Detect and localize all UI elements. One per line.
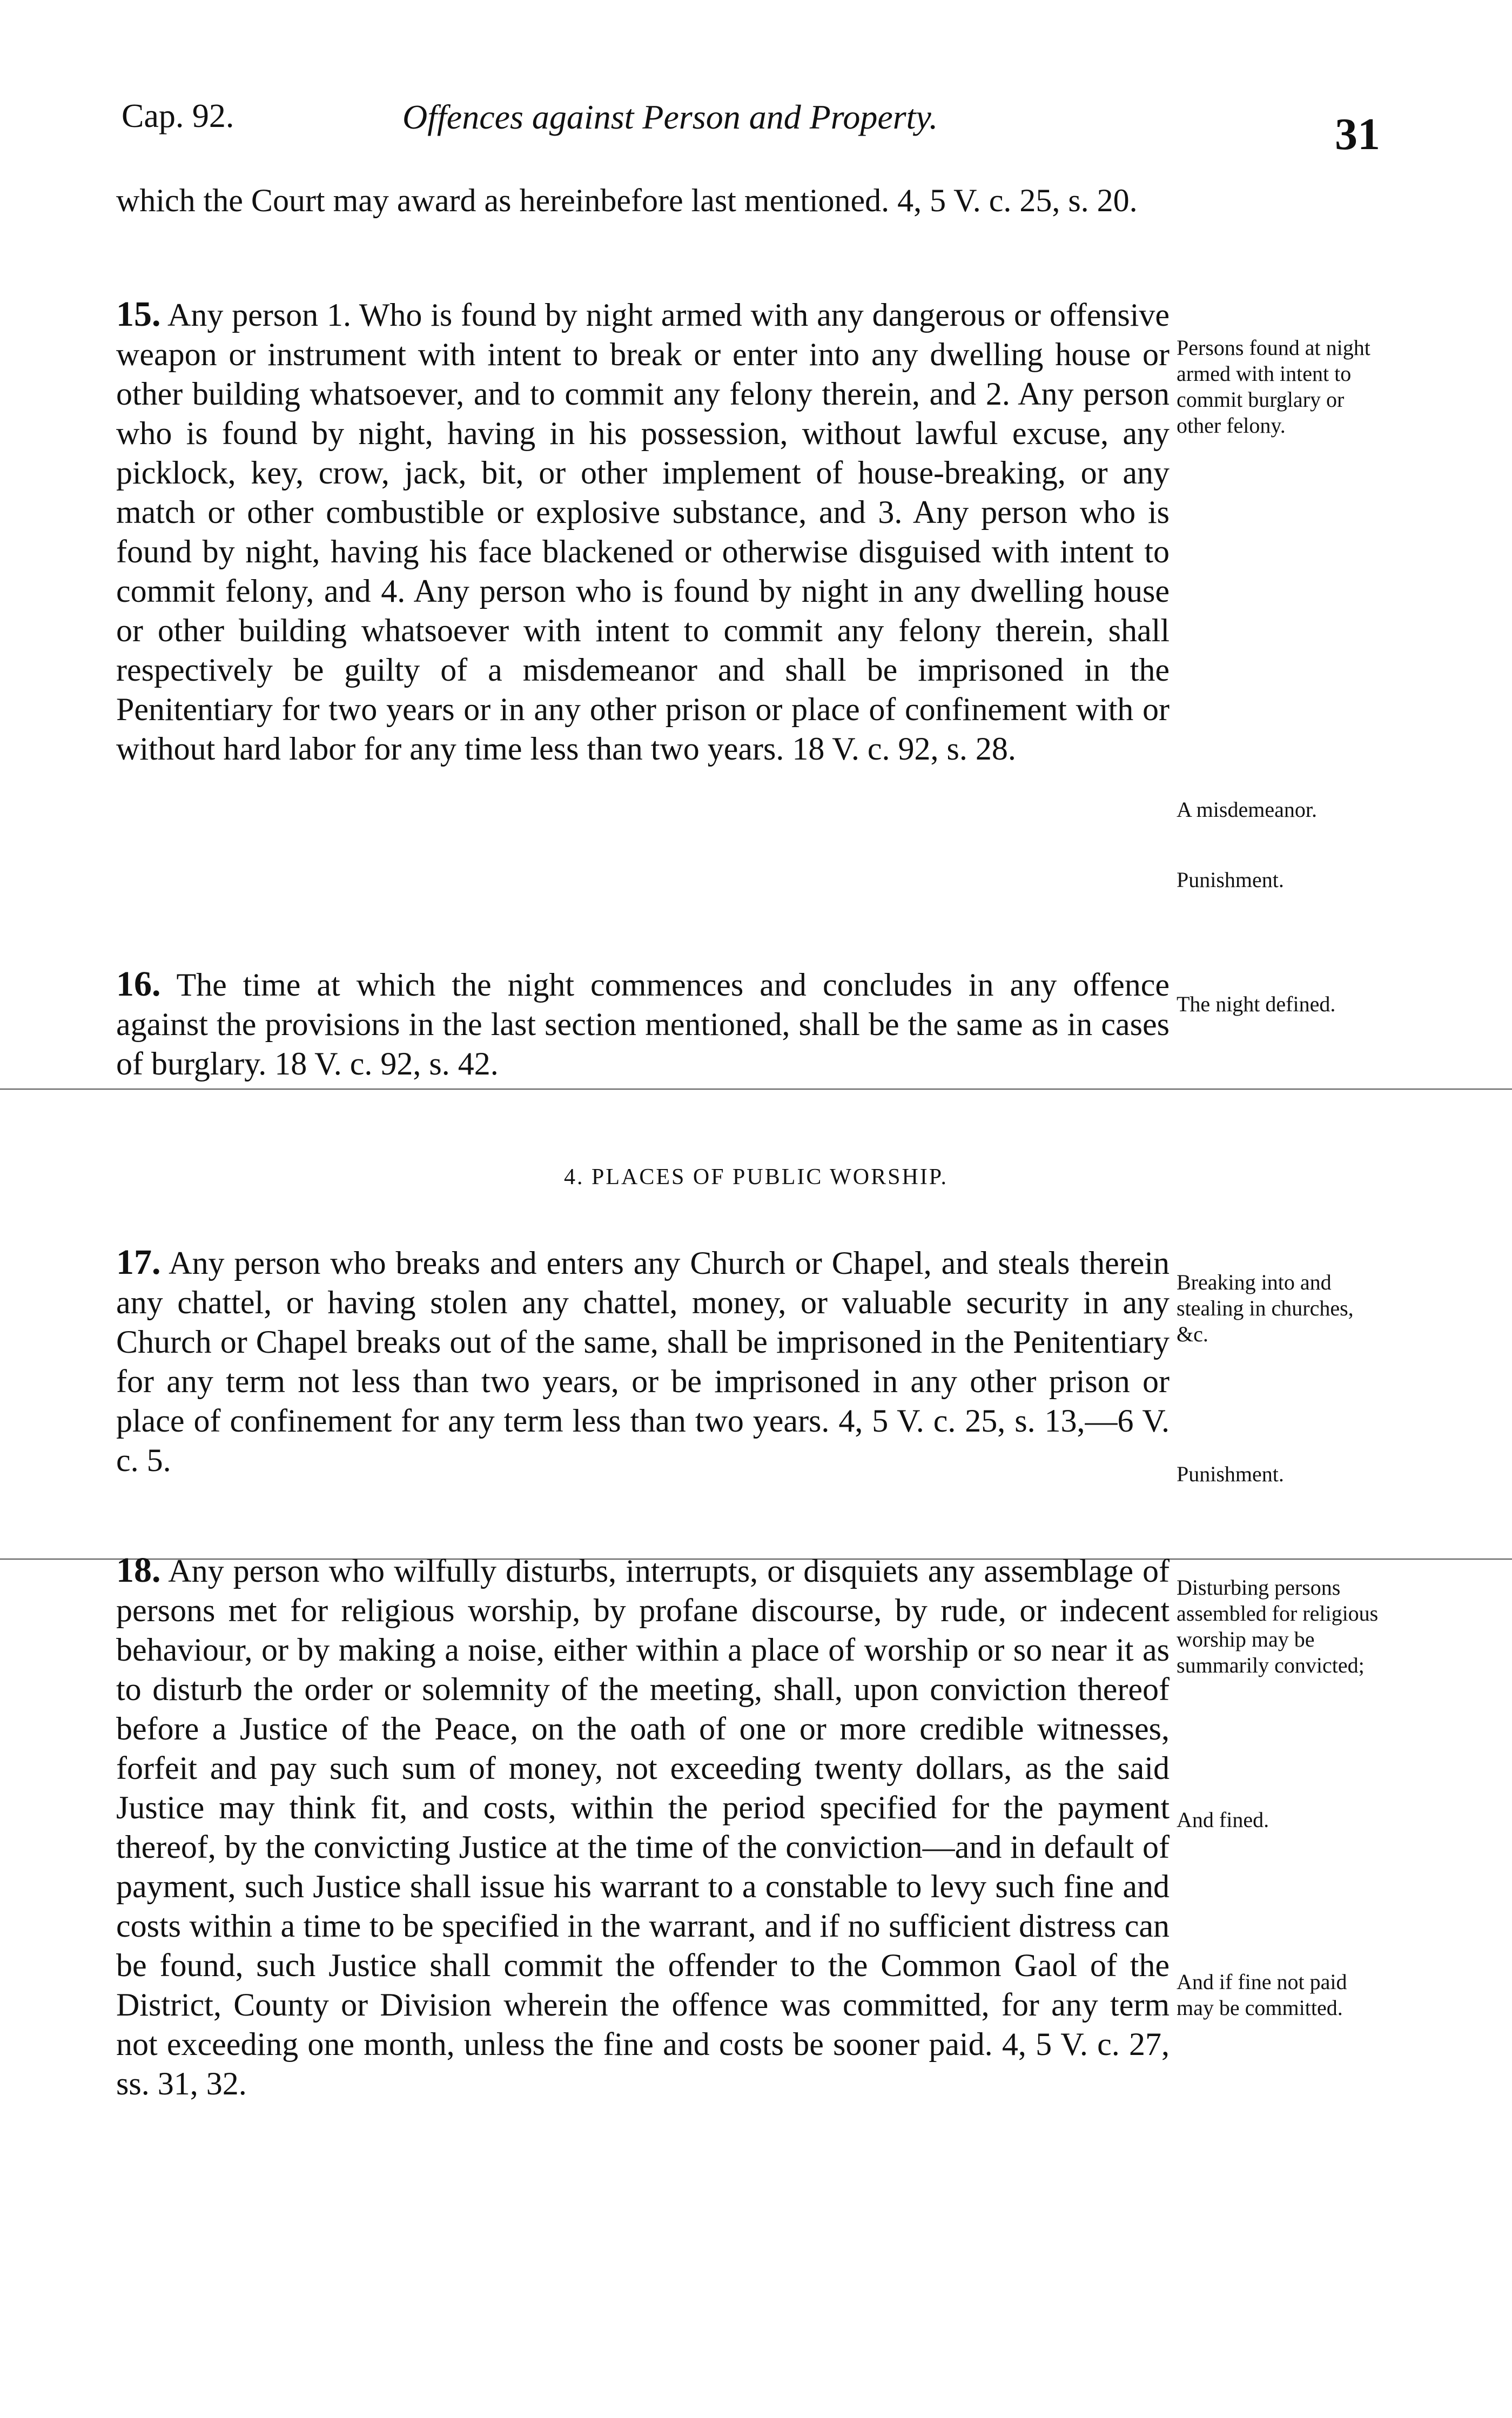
chapter-label: Cap. 92. xyxy=(122,98,234,135)
scan-rule xyxy=(0,1089,1512,1090)
margin-note: Persons found at night armed with intent to commit burglary or other felony. xyxy=(1177,335,1370,438)
section-15 xyxy=(116,294,1170,769)
margin-note: Punishment. xyxy=(1177,1462,1284,1486)
section-text: Any person who wilfully disturbs, interrupts, or disquiets any assemblage of persons met for religious worship, by profane discourse, by rude, or indecent behaviour, or by making a noise, either within a place of worship or so near it as to disturb the order or solemnity of the meeting, shall, upon conviction thereof before a Justice of the Peace, on the oath of one or more credible witnesses, forfeit and pay such sum of money, not exceeding twenty dollars, as the said Justice may think fit, and costs, within the period specified for the payment thereof, by the convicting Justice at the time of the conviction—and in default of payment, such Justice shall issue his warrant to a constable to levy such fine and costs within a time to be specified in the warrant, and if no sufficient distress can be found, such Justice shall commit the offender to the Common Gaol of the District, County or Division wherein the offence was committed, for any term not exceeding one month, unless the fine and costs be sooner paid. 4, 5 V. c. 27, ss. 31, 32. xyxy=(116,1553,1170,2101)
margin-note: A misdemeanor. xyxy=(1177,797,1317,822)
section-text: Any person 1. Who is found by night armed with any dangerous or offensive weapon or instrument with intent to break or enter into any dwelling house or other building whatsoever, and to commit any felony therein, and 2. Any person who is found by night, having in his possession, without lawful excuse, any picklock, key, crow, jack, bit, or other implement of house-breaking, or any match or other combustible or explosive substance, and 3. Any person who is found by night, having his face blackened or otherwise disguised with intent to commit felony, and 4. Any person who is found by night in any dwelling house or other building whatsoever with intent to commit any felony therein, shall respectively be guilty of a misdemeanor and shall be imprisoned in the Penitentiary for two years or in any other prison or place of confinement with or without hard labor for any time less than two years. 18 V. c. 92, s. 28. xyxy=(116,297,1170,767)
margin-note: And if fine not paid may be committed. xyxy=(1177,1970,1347,2020)
section-text: Any person who breaks and enters any Church or Chapel, and steals therein any chattel, or having stolen any chattel, money, or valuable security in any Church or Chapel breaks out of the same, shall be imprisoned in the Penitentiary for any term not less than two years, or be imprisoned in any other prison or place of confinement for any term less than two years. 4, 5 V. c. 25, s. 13,—6 V. c. 5. xyxy=(116,1245,1170,1478)
running-title: Offences against Person and Property. xyxy=(402,98,938,136)
margin-note: Disturbing persons assembled for religious worship may be summarily convicted; xyxy=(1177,1575,1379,1677)
section-number: 15. xyxy=(116,294,161,334)
section-number: 16. xyxy=(116,964,161,1004)
section-16 xyxy=(116,964,1170,1084)
section-text: The time at which the night commences and concludes in any offence against the provisions in the last section mentioned, shall be the same as in cases of burglary. 18 V. c. 92, s. 42. xyxy=(116,967,1170,1082)
running-header xyxy=(122,97,1380,157)
section-number: 18. xyxy=(116,1550,161,1590)
section-heading: 4. PLACES OF PUBLIC WORSHIP. xyxy=(563,1165,949,1190)
section-17 xyxy=(116,1242,1170,1480)
margin-note: Breaking into and stealing in churches, &c. xyxy=(1177,1270,1354,1346)
section-18 xyxy=(116,1550,1170,2104)
margin-note: And fined. xyxy=(1177,1808,1269,1832)
margin-note: The night defined. xyxy=(1177,992,1336,1016)
section-number: 17. xyxy=(116,1242,161,1282)
margin-note: Punishment. xyxy=(1177,868,1284,892)
continuation-paragraph: which the Court may award as hereinbefore last mentioned. 4, 5 V. c. 25, s. 20. xyxy=(116,183,1138,218)
page-number: 31 xyxy=(1335,109,1380,159)
